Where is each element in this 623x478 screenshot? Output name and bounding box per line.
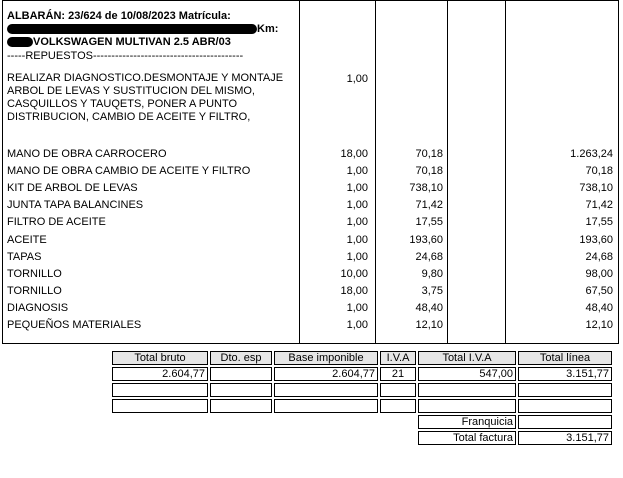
line-unit-price: 3,75 bbox=[421, 284, 443, 297]
total-bruto-value: 2.604,77 bbox=[112, 367, 208, 381]
km-label: Km: bbox=[257, 23, 279, 35]
empty-cell bbox=[380, 383, 416, 397]
total-linea-value: 3.151,77 bbox=[518, 367, 612, 381]
total-factura-value: 3.151,77 bbox=[518, 431, 612, 445]
line-quantity: 1,00 bbox=[346, 301, 368, 314]
line-description: ACEITE bbox=[7, 233, 47, 246]
albaran-label: ALBARÁN: 23/624 de 10/08/2023 Matrícula: bbox=[7, 10, 231, 22]
line-unit-price: 24,68 bbox=[415, 250, 443, 263]
line-description: MANO DE OBRA CAMBIO DE ACEITE Y FILTRO bbox=[7, 165, 251, 178]
line-unit-price: 70,18 bbox=[415, 165, 443, 178]
empty-cell bbox=[380, 399, 416, 413]
column-divider bbox=[505, 1, 506, 343]
line-description: FILTRO DE ACEITE bbox=[7, 216, 106, 229]
iva-value: 21 bbox=[380, 367, 416, 381]
header-total-iva: Total I.V.A bbox=[418, 351, 516, 365]
empty-cell bbox=[518, 399, 612, 413]
franquicia-value bbox=[518, 415, 612, 429]
header-total-bruto: Total bruto bbox=[112, 351, 208, 365]
km-line bbox=[7, 22, 278, 36]
line-description: MANO DE OBRA CARROCERO bbox=[7, 148, 167, 160]
line-quantity: 18,00 bbox=[340, 148, 368, 160]
redaction bbox=[7, 24, 257, 34]
line-quantity: 1,00 bbox=[346, 250, 368, 263]
base-imponible-value: 2.604,77 bbox=[274, 367, 378, 381]
header-iva: I.V.A bbox=[380, 351, 416, 365]
line-quantity: 1,00 bbox=[346, 165, 368, 178]
header-dto-esp: Dto. esp bbox=[210, 351, 272, 365]
empty-cell bbox=[210, 383, 272, 397]
line-quantity: 1,00 bbox=[346, 216, 368, 229]
line-total: 67,50 bbox=[585, 284, 613, 297]
line-quantity: 1,00 bbox=[346, 199, 368, 212]
line-quantity: 1,00 bbox=[346, 233, 368, 246]
column-divider bbox=[447, 1, 448, 343]
column-divider bbox=[299, 1, 300, 343]
line-unit-price: 71,42 bbox=[415, 199, 443, 212]
line-unit-price: 17,55 bbox=[415, 216, 443, 229]
line-total: 24,68 bbox=[585, 250, 613, 263]
line-description: TAPAS bbox=[7, 250, 42, 263]
line-unit-price: 9,80 bbox=[421, 267, 443, 280]
header-total-linea: Total línea bbox=[518, 351, 612, 365]
work-description-qty: 1,00 bbox=[346, 73, 368, 85]
line-description: DIAGNOSIS bbox=[7, 301, 69, 314]
total-iva-value: 547,00 bbox=[418, 367, 516, 381]
empty-cell bbox=[418, 399, 516, 413]
empty-cell bbox=[210, 399, 272, 413]
line-total: 738,10 bbox=[579, 182, 613, 195]
totals-empty-row bbox=[112, 399, 612, 413]
line-total: 1.263,24 bbox=[570, 148, 613, 160]
totals-empty-row bbox=[112, 383, 612, 397]
line-description: TORNILLO bbox=[7, 267, 62, 280]
line-unit-price: 70,18 bbox=[415, 148, 443, 160]
empty-cell bbox=[274, 399, 378, 413]
totals-section bbox=[110, 349, 614, 447]
line-total: 98,00 bbox=[585, 267, 613, 280]
line-quantity: 18,00 bbox=[340, 284, 368, 297]
line-quantity: 1,00 bbox=[346, 319, 368, 331]
dto-esp-value bbox=[210, 367, 272, 381]
line-unit-price: 738,10 bbox=[409, 182, 443, 195]
line-total: 193,60 bbox=[579, 233, 613, 246]
invoice-lines-box bbox=[2, 0, 619, 344]
line-unit-price: 12,10 bbox=[415, 319, 443, 331]
totals-value-row bbox=[112, 367, 612, 381]
line-total: 70,18 bbox=[585, 165, 613, 178]
franquicia-label: Franquicia bbox=[418, 415, 516, 429]
line-description: KIT DE ARBOL DE LEVAS bbox=[7, 182, 138, 195]
line-description: PEQUEÑOS MATERIALES bbox=[7, 319, 142, 331]
line-quantity: 10,00 bbox=[340, 267, 368, 280]
empty-cell bbox=[418, 383, 516, 397]
work-description: REALIZAR DIAGNOSTICO.DESMONTAJE Y MONTAJE ARBOL DE LEVAS Y SUSTITUCION DEL MISMO, CASQUILLOS Y TAUQETS, PONER A PUNTO DISTRIBUCION, CAMBIO DE ACEITE Y FILTRO, bbox=[7, 72, 284, 123]
franquicia-row bbox=[112, 415, 612, 429]
line-total: 12,10 bbox=[585, 319, 613, 331]
vehicle-description: VOLKSWAGEN MULTIVAN 2.5 ABR/03 bbox=[33, 36, 231, 48]
total-factura-row bbox=[112, 431, 612, 445]
line-total: 48,40 bbox=[585, 301, 613, 314]
vehicle-line bbox=[7, 35, 231, 49]
empty-cell bbox=[112, 399, 208, 413]
line-unit-price: 48,40 bbox=[415, 301, 443, 314]
section-label: -----REPUESTOS----------------------------------------- bbox=[7, 50, 244, 62]
totals-header-row bbox=[112, 351, 612, 365]
line-total: 71,42 bbox=[585, 199, 613, 212]
line-unit-price: 193,60 bbox=[409, 233, 443, 246]
line-quantity: 1,00 bbox=[346, 182, 368, 195]
line-description: TORNILLO bbox=[7, 284, 62, 297]
totals-table bbox=[110, 349, 614, 447]
empty-cell bbox=[518, 383, 612, 397]
line-total: 17,55 bbox=[585, 216, 613, 229]
redaction bbox=[7, 37, 33, 47]
line-description: JUNTA TAPA BALANCINES bbox=[7, 199, 144, 212]
header-base-imponible: Base imponible bbox=[274, 351, 378, 365]
column-divider bbox=[375, 1, 376, 343]
empty-cell bbox=[274, 383, 378, 397]
empty-cell bbox=[112, 383, 208, 397]
total-factura-label: Total factura bbox=[418, 431, 516, 445]
